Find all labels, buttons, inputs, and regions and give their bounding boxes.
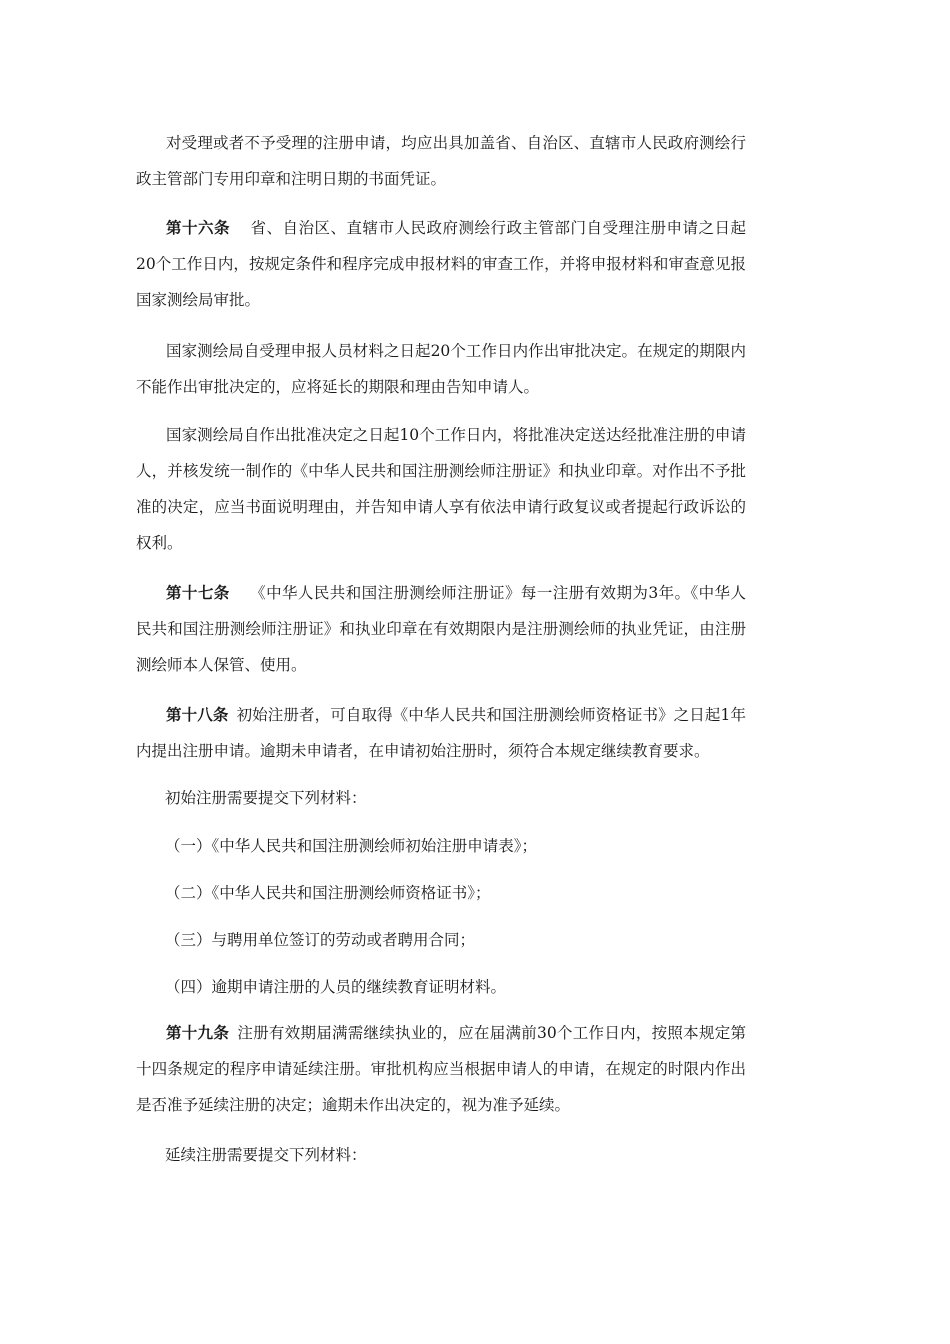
paragraph-text: 初始注册需要提交下列材料：: [165, 789, 367, 807]
paragraph-initial-materials-heading: [165, 780, 775, 816]
paragraph-text: 国家测绘局自受理申报人员材料之日起20个工作日内作出审批决定。在规定的期限内不能作出审批决定的，应将延长的期限和理由告知申请人。: [136, 342, 746, 396]
list-item-4: [165, 969, 775, 1005]
paragraph-text: 对受理或者不予受理的注册申请，均应出具加盖省、自治区、直辖市人民政府测绘行政主管部门专用印章和注明日期的书面凭证。: [136, 134, 746, 188]
paragraph-text: 省、自治区、直辖市人民政府测绘行政主管部门自受理注册申请之日起20个工作日内，按规定条件和程序完成申报材料的审查工作，并将申报材料和审查意见报国家测绘局审批。: [136, 219, 746, 309]
article-number: 第十七条: [166, 583, 230, 602]
article-17-paragraph: [136, 575, 746, 683]
paragraph-approval-deadline: [136, 333, 746, 405]
paragraph-approval-delivery: [136, 417, 746, 561]
article-number: 第十六条: [166, 218, 230, 237]
article-16-paragraph: [136, 210, 746, 318]
list-item-text: （一）《中华人民共和国注册测绘师初始注册申请表》；: [165, 837, 538, 855]
list-item-2: [165, 875, 775, 911]
article-18-paragraph: [136, 697, 746, 769]
list-item-text: （二）《中华人民共和国注册测绘师资格证书》；: [165, 884, 491, 902]
list-item-text: （四）逾期申请注册的人员的继续教育证明材料。: [165, 978, 507, 996]
paragraph-text: 初始注册者，可自取得《中华人民共和国注册测绘师资格证书》之日起1年内提出注册申请。逾期未申请者，在申请初始注册时，须符合本规定继续教育要求。: [136, 706, 746, 760]
article-number: 第十八条: [166, 705, 229, 724]
paragraph-renewal-materials-heading: [165, 1137, 775, 1173]
article-number: 第十九条: [166, 1023, 230, 1042]
list-item-text: （三）与聘用单位签订的劳动或者聘用合同；: [165, 931, 476, 949]
list-item-1: [165, 828, 775, 864]
paragraph-text: 注册有效期届满需继续执业的，应在届满前30个工作日内，按照本规定第十四条规定的程序申请延续注册。审批机构应当根据申请人的申请，在规定的时限内作出是否准予延续注册的决定；逾期未作出决定的，视为准予延续。: [136, 1024, 746, 1114]
paragraph-text: 国家测绘局自作出批准决定之日起10个工作日内，将批准决定送达经批准注册的申请人，并核发统一制作的《中华人民共和国注册测绘师注册证》和执业印章。对作出不予批准的决定，应当书面说明理由，并告知申请人享有依法申请行政复议或者提起行政诉讼的权利。: [136, 426, 746, 552]
article-19-paragraph: [136, 1015, 746, 1123]
paragraph-certificate-issuance: [136, 125, 746, 197]
paragraph-text: 延续注册需要提交下列材料：: [165, 1146, 367, 1164]
paragraph-text: 《中华人民共和国注册测绘师注册证》每一注册有效期为3年。《中华人民共和国注册测绘师注册证》和执业印章在有效期限内是注册测绘师的执业凭证，由注册测绘师本人保管、使用。: [136, 584, 746, 674]
list-item-3: [165, 922, 775, 958]
